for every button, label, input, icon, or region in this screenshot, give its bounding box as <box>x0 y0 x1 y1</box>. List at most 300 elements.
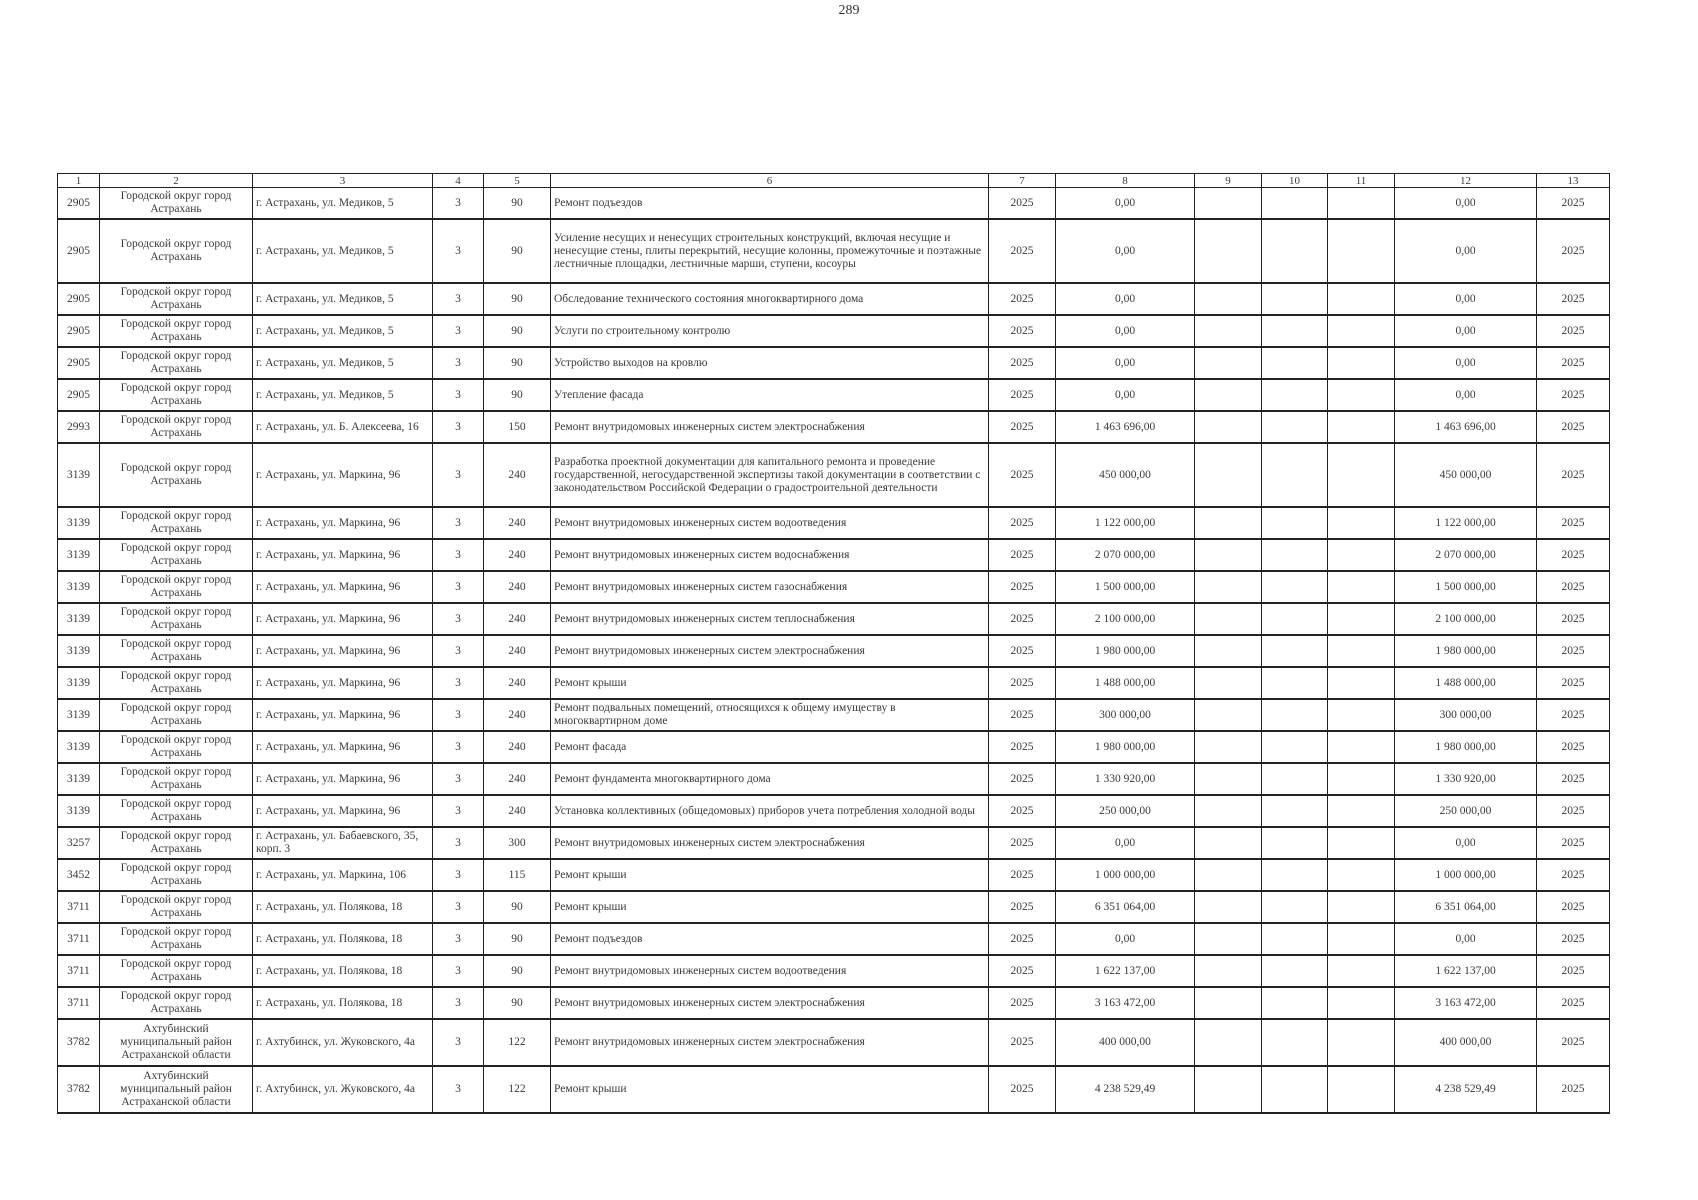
col10-cell <box>1262 539 1328 571</box>
work-type-cell: Ремонт внутридомовых инженерных систем электроснабжения <box>551 987 989 1019</box>
col11-cell <box>1328 987 1395 1019</box>
cost-total-cell: 0,00 <box>1395 827 1537 859</box>
cost-cell: 400 000,00 <box>1056 1019 1195 1066</box>
col11-cell <box>1328 891 1395 923</box>
col10-cell <box>1262 507 1328 539</box>
col5-cell: 300 <box>484 827 551 859</box>
work-type-cell: Усиление несущих и ненесущих строительных конструкций, включая несущие и ненесущие стены, плиты перекрытий, несущие колонны, промежуточные и поэтажные лестничные площадки, лестничные марши, ступени, косоуры <box>551 219 989 283</box>
cost-total-cell: 2 100 000,00 <box>1395 603 1537 635</box>
col4-cell: 3 <box>433 635 484 667</box>
col9-cell <box>1195 699 1262 731</box>
municipality-cell: Городской округ город Астрахань <box>100 891 253 923</box>
year-cell: 2025 <box>989 411 1056 443</box>
municipality-cell: Городской округ город Астрахань <box>100 987 253 1019</box>
table-row <box>58 219 1610 283</box>
table-row <box>58 763 1610 795</box>
table-row <box>58 795 1610 827</box>
address-cell: г. Астрахань, ул. Маркина, 96 <box>253 699 433 731</box>
cost-total-cell: 0,00 <box>1395 315 1537 347</box>
col11-cell <box>1328 219 1395 283</box>
completion-year-cell: 2025 <box>1537 795 1610 827</box>
cost-cell: 1 463 696,00 <box>1056 411 1195 443</box>
work-type-cell: Ремонт подъездов <box>551 923 989 955</box>
col9-cell <box>1195 443 1262 507</box>
cost-total-cell: 6 351 064,00 <box>1395 891 1537 923</box>
municipality-cell: Городской округ город Астрахань <box>100 923 253 955</box>
address-cell: г. Астрахань, ул. Полякова, 18 <box>253 891 433 923</box>
address-cell: г. Астрахань, ул. Медиков, 5 <box>253 188 433 220</box>
row-id-cell: 3139 <box>58 699 100 731</box>
col11-cell <box>1328 347 1395 379</box>
completion-year-cell: 2025 <box>1537 411 1610 443</box>
col10-cell <box>1262 1019 1328 1066</box>
cost-cell: 1 000 000,00 <box>1056 859 1195 891</box>
address-cell: г. Астрахань, ул. Маркина, 96 <box>253 443 433 507</box>
municipality-cell: Городской округ город Астрахань <box>100 827 253 859</box>
year-cell: 2025 <box>989 507 1056 539</box>
col9-cell <box>1195 987 1262 1019</box>
col11-cell <box>1328 795 1395 827</box>
year-cell: 2025 <box>989 955 1056 987</box>
address-cell: г. Астрахань, ул. Маркина, 96 <box>253 635 433 667</box>
col9-cell <box>1195 411 1262 443</box>
year-cell: 2025 <box>989 923 1056 955</box>
col4-cell: 3 <box>433 923 484 955</box>
address-cell: г. Астрахань, ул. Медиков, 5 <box>253 347 433 379</box>
completion-year-cell: 2025 <box>1537 347 1610 379</box>
col9-cell <box>1195 539 1262 571</box>
row-id-cell: 2993 <box>58 411 100 443</box>
col4-cell: 3 <box>433 955 484 987</box>
col9-cell <box>1195 603 1262 635</box>
col5-cell: 90 <box>484 987 551 1019</box>
year-cell: 2025 <box>989 315 1056 347</box>
col10-cell <box>1262 188 1328 220</box>
col11-cell <box>1328 699 1395 731</box>
col11-cell <box>1328 379 1395 411</box>
col5-cell: 240 <box>484 667 551 699</box>
work-type-cell: Ремонт крыши <box>551 891 989 923</box>
col5-cell: 240 <box>484 699 551 731</box>
cost-cell: 1 122 000,00 <box>1056 507 1195 539</box>
column-header: 1 <box>58 174 100 188</box>
col5-cell: 90 <box>484 219 551 283</box>
row-id-cell: 3139 <box>58 443 100 507</box>
address-cell: г. Астрахань, ул. Маркина, 96 <box>253 571 433 603</box>
capital-repair-table <box>57 173 1610 1114</box>
municipality-cell: Городской округ город Астрахань <box>100 283 253 315</box>
col11-cell <box>1328 763 1395 795</box>
cost-cell: 1 488 000,00 <box>1056 667 1195 699</box>
work-type-cell: Ремонт внутридомовых инженерных систем электроснабжения <box>551 411 989 443</box>
col4-cell: 3 <box>433 411 484 443</box>
table-row <box>58 955 1610 987</box>
col10-cell <box>1262 411 1328 443</box>
col9-cell <box>1195 763 1262 795</box>
col4-cell: 3 <box>433 219 484 283</box>
table-row <box>58 379 1610 411</box>
completion-year-cell: 2025 <box>1537 667 1610 699</box>
municipality-cell: Городской округ город Астрахань <box>100 571 253 603</box>
year-cell: 2025 <box>989 635 1056 667</box>
col5-cell: 240 <box>484 443 551 507</box>
completion-year-cell: 2025 <box>1537 923 1610 955</box>
completion-year-cell: 2025 <box>1537 219 1610 283</box>
completion-year-cell: 2025 <box>1537 827 1610 859</box>
table-row <box>58 443 1610 507</box>
row-id-cell: 2905 <box>58 188 100 220</box>
column-header: 8 <box>1056 174 1195 188</box>
municipality-cell: Городской округ город Астрахань <box>100 315 253 347</box>
col9-cell <box>1195 219 1262 283</box>
col10-cell <box>1262 315 1328 347</box>
col11-cell <box>1328 859 1395 891</box>
table-row <box>58 411 1610 443</box>
cost-total-cell: 4 238 529,49 <box>1395 1066 1537 1113</box>
col5-cell: 122 <box>484 1019 551 1066</box>
col9-cell <box>1195 507 1262 539</box>
work-type-cell: Услуги по строительному контролю <box>551 315 989 347</box>
municipality-cell: Городской округ город Астрахань <box>100 219 253 283</box>
col5-cell: 240 <box>484 795 551 827</box>
cost-total-cell: 1 488 000,00 <box>1395 667 1537 699</box>
col4-cell: 3 <box>433 827 484 859</box>
work-type-cell: Ремонт крыши <box>551 859 989 891</box>
row-id-cell: 3139 <box>58 507 100 539</box>
col10-cell <box>1262 219 1328 283</box>
col4-cell: 3 <box>433 731 484 763</box>
col5-cell: 115 <box>484 859 551 891</box>
col9-cell <box>1195 635 1262 667</box>
col10-cell <box>1262 635 1328 667</box>
cost-cell: 6 351 064,00 <box>1056 891 1195 923</box>
cost-total-cell: 300 000,00 <box>1395 699 1537 731</box>
col4-cell: 3 <box>433 763 484 795</box>
row-id-cell: 3139 <box>58 667 100 699</box>
col5-cell: 240 <box>484 763 551 795</box>
col4-cell: 3 <box>433 315 484 347</box>
year-cell: 2025 <box>989 891 1056 923</box>
completion-year-cell: 2025 <box>1537 539 1610 571</box>
col10-cell <box>1262 795 1328 827</box>
address-cell: г. Астрахань, ул. Маркина, 96 <box>253 667 433 699</box>
col5-cell: 90 <box>484 315 551 347</box>
cost-cell: 2 100 000,00 <box>1056 603 1195 635</box>
row-id-cell: 3139 <box>58 571 100 603</box>
col5-cell: 90 <box>484 188 551 220</box>
col9-cell <box>1195 1019 1262 1066</box>
table-row <box>58 699 1610 731</box>
col11-cell <box>1328 315 1395 347</box>
col9-cell <box>1195 891 1262 923</box>
table-row <box>58 1019 1610 1066</box>
cost-cell: 1 980 000,00 <box>1056 731 1195 763</box>
address-cell: г. Астрахань, ул. Полякова, 18 <box>253 955 433 987</box>
work-type-cell: Ремонт внутридомовых инженерных систем водоотведения <box>551 955 989 987</box>
year-cell: 2025 <box>989 1019 1056 1066</box>
col9-cell <box>1195 859 1262 891</box>
col4-cell: 3 <box>433 507 484 539</box>
table-row <box>58 188 1610 220</box>
address-cell: г. Астрахань, ул. Медиков, 5 <box>253 379 433 411</box>
municipality-cell: Городской округ город Астрахань <box>100 763 253 795</box>
col4-cell: 3 <box>433 188 484 220</box>
row-id-cell: 2905 <box>58 347 100 379</box>
col9-cell <box>1195 795 1262 827</box>
address-cell: г. Астрахань, ул. Полякова, 18 <box>253 923 433 955</box>
col11-cell <box>1328 731 1395 763</box>
table-row <box>58 603 1610 635</box>
year-cell: 2025 <box>989 188 1056 220</box>
col9-cell <box>1195 827 1262 859</box>
cost-cell: 0,00 <box>1056 283 1195 315</box>
col4-cell: 3 <box>433 283 484 315</box>
year-cell: 2025 <box>989 763 1056 795</box>
work-type-cell: Устройство выходов на кровлю <box>551 347 989 379</box>
row-id-cell: 3711 <box>58 891 100 923</box>
cost-total-cell: 2 070 000,00 <box>1395 539 1537 571</box>
address-cell: г. Астрахань, ул. Медиков, 5 <box>253 315 433 347</box>
col4-cell: 3 <box>433 1066 484 1113</box>
work-type-cell: Ремонт крыши <box>551 667 989 699</box>
col5-cell: 240 <box>484 507 551 539</box>
year-cell: 2025 <box>989 603 1056 635</box>
col4-cell: 3 <box>433 987 484 1019</box>
completion-year-cell: 2025 <box>1537 379 1610 411</box>
cost-cell: 450 000,00 <box>1056 443 1195 507</box>
municipality-cell: Городской округ город Астрахань <box>100 795 253 827</box>
table-row <box>58 315 1610 347</box>
completion-year-cell: 2025 <box>1537 859 1610 891</box>
row-id-cell: 2905 <box>58 315 100 347</box>
work-type-cell: Ремонт внутридомовых инженерных систем электроснабжения <box>551 635 989 667</box>
row-id-cell: 3711 <box>58 987 100 1019</box>
address-cell: г. Ахтубинск, ул. Жуковского, 4а <box>253 1019 433 1066</box>
address-cell: г. Астрахань, ул. Медиков, 5 <box>253 219 433 283</box>
cost-cell: 2 070 000,00 <box>1056 539 1195 571</box>
municipality-cell: Городской округ город Астрахань <box>100 379 253 411</box>
col11-cell <box>1328 827 1395 859</box>
col11-cell <box>1328 411 1395 443</box>
col10-cell <box>1262 667 1328 699</box>
col4-cell: 3 <box>433 667 484 699</box>
address-cell: г. Астрахань, ул. Маркина, 96 <box>253 731 433 763</box>
column-header: 13 <box>1537 174 1610 188</box>
table-row <box>58 731 1610 763</box>
col10-cell <box>1262 955 1328 987</box>
row-id-cell: 2905 <box>58 379 100 411</box>
municipality-cell: Городской округ город Астрахань <box>100 859 253 891</box>
col5-cell: 240 <box>484 571 551 603</box>
year-cell: 2025 <box>989 795 1056 827</box>
completion-year-cell: 2025 <box>1537 955 1610 987</box>
col10-cell <box>1262 987 1328 1019</box>
municipality-cell: Городской округ город Астрахань <box>100 603 253 635</box>
col5-cell: 90 <box>484 283 551 315</box>
col11-cell <box>1328 1019 1395 1066</box>
col10-cell <box>1262 443 1328 507</box>
cost-total-cell: 0,00 <box>1395 219 1537 283</box>
col10-cell <box>1262 283 1328 315</box>
column-header: 2 <box>100 174 253 188</box>
year-cell: 2025 <box>989 699 1056 731</box>
row-id-cell: 3139 <box>58 603 100 635</box>
col10-cell <box>1262 571 1328 603</box>
cost-cell: 1 622 137,00 <box>1056 955 1195 987</box>
completion-year-cell: 2025 <box>1537 507 1610 539</box>
col4-cell: 3 <box>433 859 484 891</box>
col10-cell <box>1262 379 1328 411</box>
table-row <box>58 987 1610 1019</box>
cost-cell: 4 238 529,49 <box>1056 1066 1195 1113</box>
cost-total-cell: 0,00 <box>1395 283 1537 315</box>
table-row <box>58 923 1610 955</box>
address-cell: г. Астрахань, ул. Б. Алексеева, 16 <box>253 411 433 443</box>
row-id-cell: 2905 <box>58 219 100 283</box>
row-id-cell: 3711 <box>58 923 100 955</box>
row-id-cell: 3257 <box>58 827 100 859</box>
table-row <box>58 507 1610 539</box>
col9-cell <box>1195 955 1262 987</box>
col4-cell: 3 <box>433 891 484 923</box>
column-header: 4 <box>433 174 484 188</box>
col9-cell <box>1195 283 1262 315</box>
col10-cell <box>1262 827 1328 859</box>
address-cell: г. Ахтубинск, ул. Жуковского, 4а <box>253 1066 433 1113</box>
col4-cell: 3 <box>433 699 484 731</box>
column-header: 7 <box>989 174 1056 188</box>
address-cell: г. Астрахань, ул. Маркина, 96 <box>253 795 433 827</box>
completion-year-cell: 2025 <box>1537 763 1610 795</box>
col11-cell <box>1328 283 1395 315</box>
col5-cell: 90 <box>484 891 551 923</box>
work-type-cell: Ремонт подвальных помещений, относящихся к общему имуществу в многоквартирном доме <box>551 699 989 731</box>
work-type-cell: Установка коллективных (общедомовых) приборов учета потребления холодной воды <box>551 795 989 827</box>
col4-cell: 3 <box>433 571 484 603</box>
col10-cell <box>1262 347 1328 379</box>
year-cell: 2025 <box>989 539 1056 571</box>
table-row <box>58 539 1610 571</box>
year-cell: 2025 <box>989 347 1056 379</box>
page-number: 289 <box>838 3 860 18</box>
municipality-cell: Городской округ город Астрахань <box>100 635 253 667</box>
row-id-cell: 3452 <box>58 859 100 891</box>
work-type-cell: Ремонт фундамента многоквартирного дома <box>551 763 989 795</box>
cost-cell: 0,00 <box>1056 347 1195 379</box>
work-type-cell: Ремонт внутридомовых инженерных систем электроснабжения <box>551 827 989 859</box>
cost-total-cell: 0,00 <box>1395 923 1537 955</box>
cost-total-cell: 1 622 137,00 <box>1395 955 1537 987</box>
cost-cell: 0,00 <box>1056 188 1195 220</box>
col11-cell <box>1328 443 1395 507</box>
column-header: 9 <box>1195 174 1262 188</box>
table-row <box>58 891 1610 923</box>
col5-cell: 150 <box>484 411 551 443</box>
col11-cell <box>1328 1066 1395 1113</box>
municipality-cell: Ахтубинский муниципальный район Астраханской области <box>100 1066 253 1113</box>
cost-total-cell: 0,00 <box>1395 379 1537 411</box>
municipality-cell: Городской округ город Астрахань <box>100 188 253 220</box>
col9-cell <box>1195 571 1262 603</box>
address-cell: г. Астрахань, ул. Бабаевского, 35, корп. 3 <box>253 827 433 859</box>
year-cell: 2025 <box>989 667 1056 699</box>
cost-cell: 0,00 <box>1056 827 1195 859</box>
column-header: 10 <box>1262 174 1328 188</box>
completion-year-cell: 2025 <box>1537 635 1610 667</box>
row-id-cell: 3711 <box>58 955 100 987</box>
cost-total-cell: 1 000 000,00 <box>1395 859 1537 891</box>
work-type-cell: Ремонт фасада <box>551 731 989 763</box>
col5-cell: 240 <box>484 635 551 667</box>
cost-total-cell: 0,00 <box>1395 347 1537 379</box>
col5-cell: 240 <box>484 539 551 571</box>
col9-cell <box>1195 1066 1262 1113</box>
column-header: 6 <box>551 174 989 188</box>
table-row <box>58 827 1610 859</box>
table-row <box>58 667 1610 699</box>
work-type-cell: Ремонт внутридомовых инженерных систем газоснабжения <box>551 571 989 603</box>
table-row <box>58 635 1610 667</box>
completion-year-cell: 2025 <box>1537 891 1610 923</box>
address-cell: г. Астрахань, ул. Маркина, 106 <box>253 859 433 891</box>
col11-cell <box>1328 571 1395 603</box>
col10-cell <box>1262 763 1328 795</box>
address-cell: г. Астрахань, ул. Полякова, 18 <box>253 987 433 1019</box>
col9-cell <box>1195 731 1262 763</box>
column-header: 12 <box>1395 174 1537 188</box>
col4-cell: 3 <box>433 539 484 571</box>
cost-cell: 0,00 <box>1056 923 1195 955</box>
cost-cell: 3 163 472,00 <box>1056 987 1195 1019</box>
municipality-cell: Городской округ город Астрахань <box>100 347 253 379</box>
municipality-cell: Городской округ город Астрахань <box>100 955 253 987</box>
year-cell: 2025 <box>989 219 1056 283</box>
year-cell: 2025 <box>989 571 1056 603</box>
cost-total-cell: 3 163 472,00 <box>1395 987 1537 1019</box>
table-row <box>58 859 1610 891</box>
work-type-cell: Ремонт крыши <box>551 1066 989 1113</box>
col9-cell <box>1195 667 1262 699</box>
col4-cell: 3 <box>433 443 484 507</box>
col11-cell <box>1328 188 1395 220</box>
col4-cell: 3 <box>433 795 484 827</box>
cost-cell: 0,00 <box>1056 315 1195 347</box>
col4-cell: 3 <box>433 1019 484 1066</box>
col11-cell <box>1328 635 1395 667</box>
col10-cell <box>1262 1066 1328 1113</box>
col9-cell <box>1195 347 1262 379</box>
municipality-cell: Городской округ город Астрахань <box>100 699 253 731</box>
completion-year-cell: 2025 <box>1537 188 1610 220</box>
work-type-cell: Утепление фасада <box>551 379 989 411</box>
row-id-cell: 3139 <box>58 635 100 667</box>
address-cell: г. Астрахань, ул. Маркина, 96 <box>253 507 433 539</box>
col10-cell <box>1262 923 1328 955</box>
col5-cell: 122 <box>484 1066 551 1113</box>
col10-cell <box>1262 603 1328 635</box>
cost-total-cell: 400 000,00 <box>1395 1019 1537 1066</box>
completion-year-cell: 2025 <box>1537 571 1610 603</box>
completion-year-cell: 2025 <box>1537 1066 1610 1113</box>
completion-year-cell: 2025 <box>1537 699 1610 731</box>
col5-cell: 90 <box>484 347 551 379</box>
col11-cell <box>1328 539 1395 571</box>
cost-total-cell: 1 463 696,00 <box>1395 411 1537 443</box>
cost-total-cell: 250 000,00 <box>1395 795 1537 827</box>
col9-cell <box>1195 315 1262 347</box>
col11-cell <box>1328 923 1395 955</box>
cost-cell: 1 500 000,00 <box>1056 571 1195 603</box>
